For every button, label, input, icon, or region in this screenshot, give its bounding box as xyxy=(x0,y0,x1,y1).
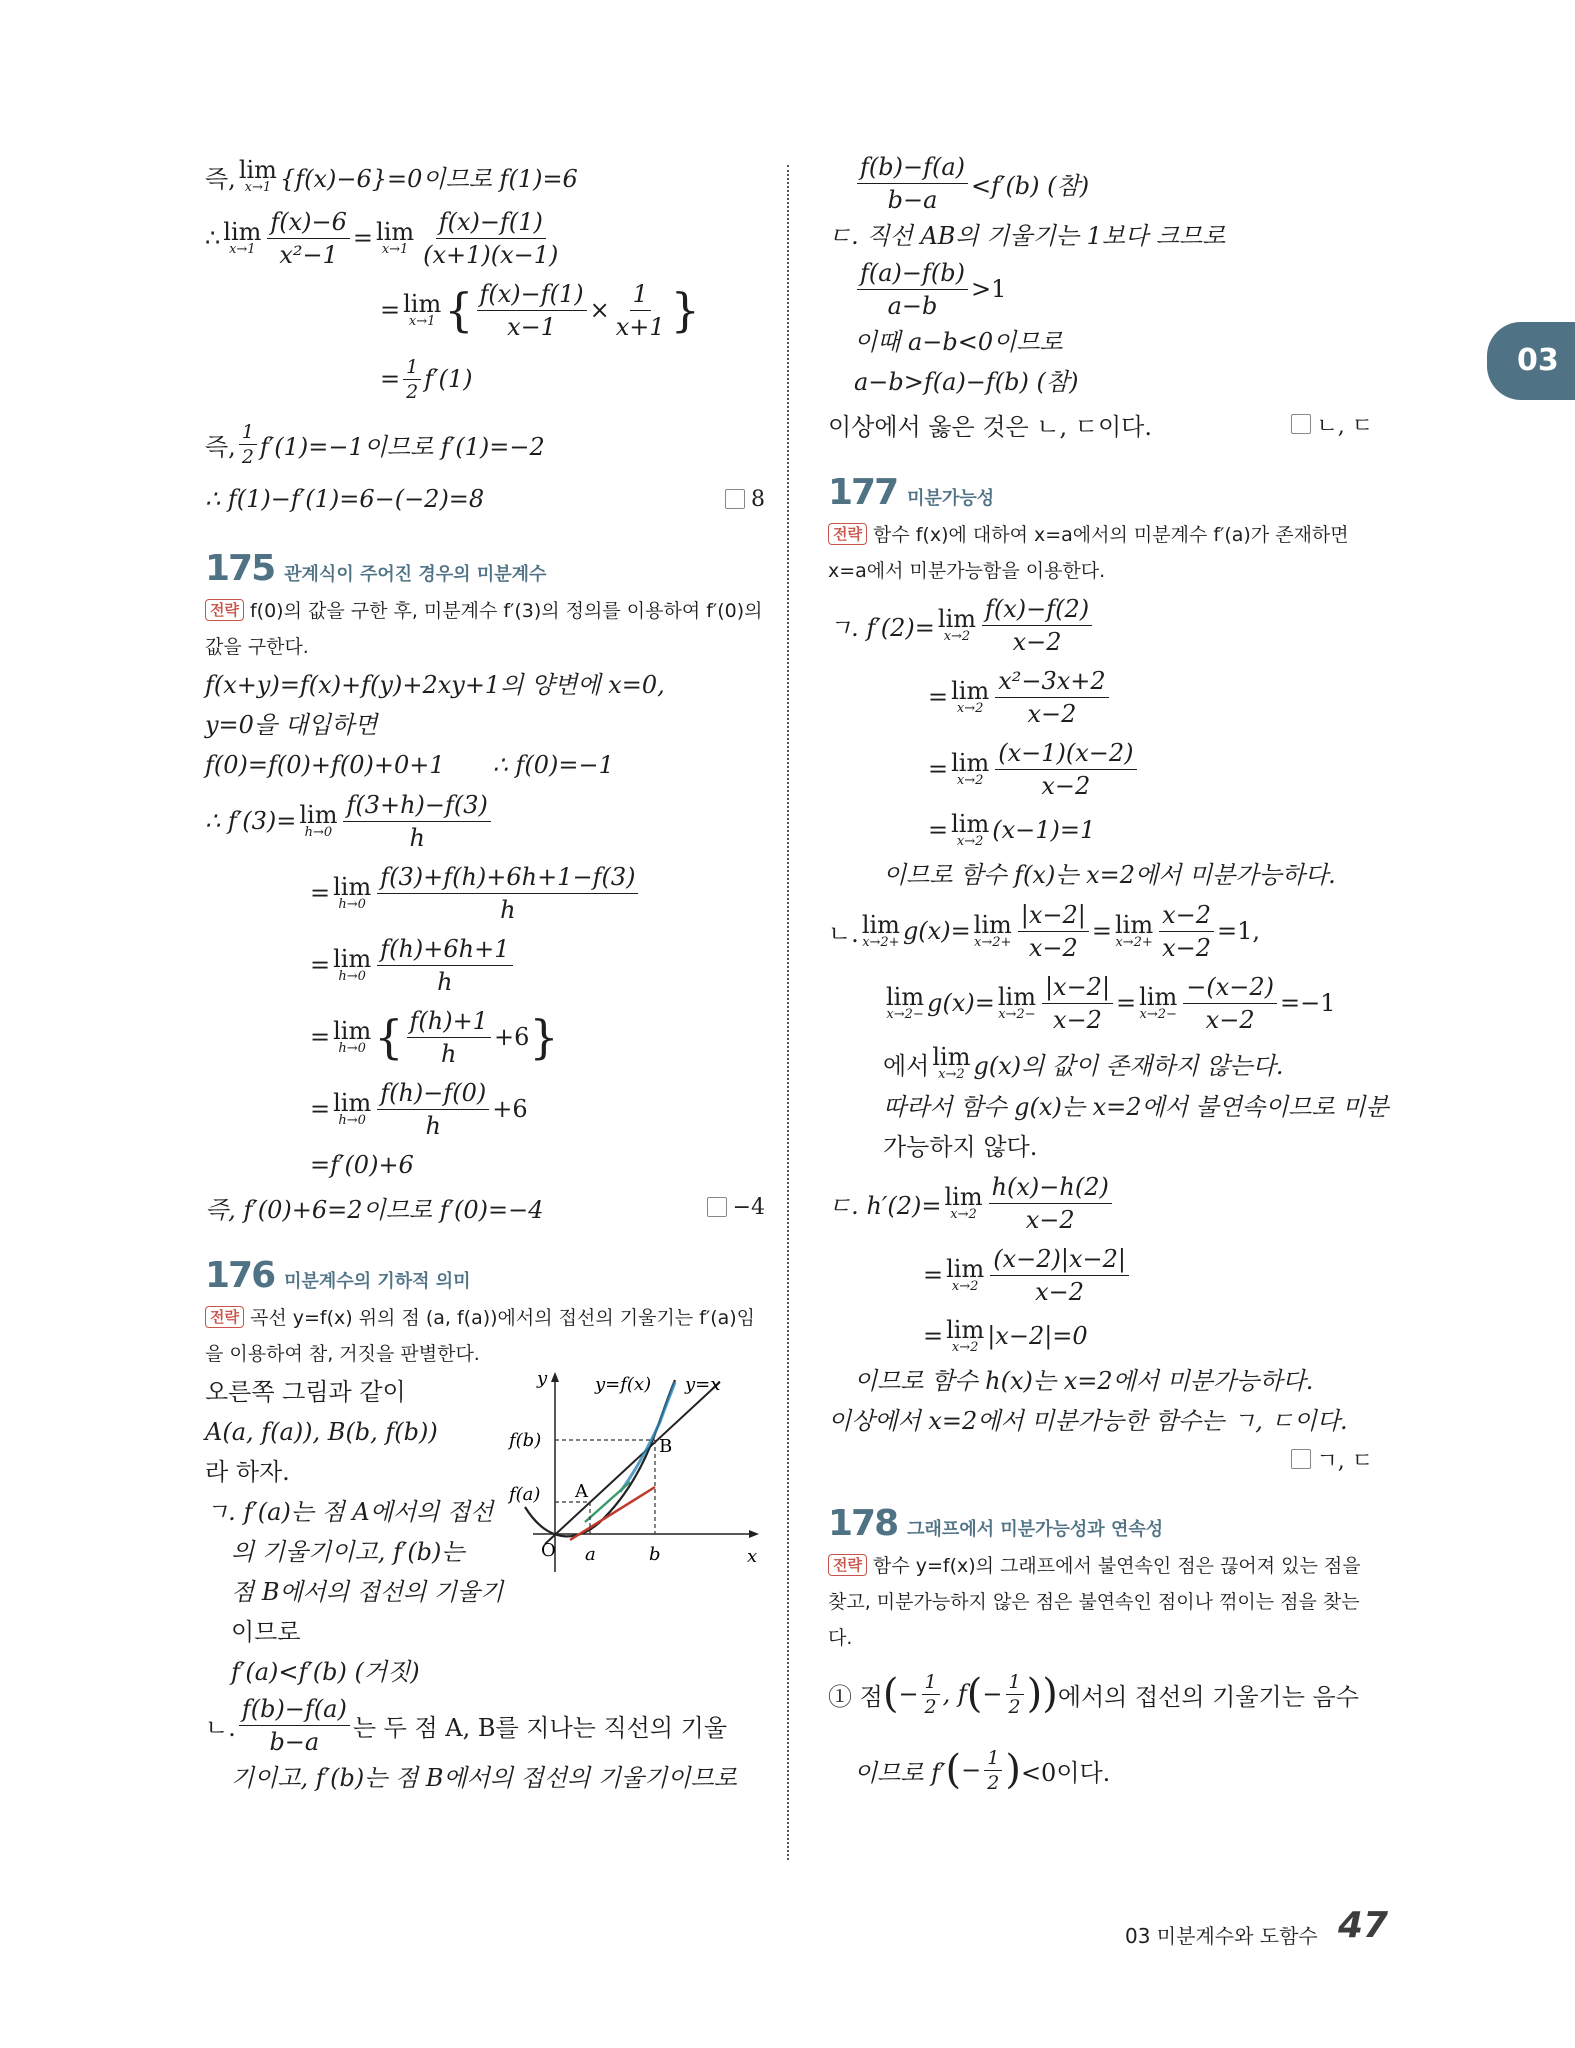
label-b: b xyxy=(649,1544,661,1565)
fraction xyxy=(995,738,1136,801)
den: h xyxy=(500,895,516,924)
y-axis-arrow xyxy=(551,1372,559,1382)
num: 1 xyxy=(239,421,257,445)
strategy-badge: 전략 xyxy=(205,1306,244,1328)
prev-line-6 xyxy=(205,476,765,522)
den: 2 xyxy=(241,445,254,468)
right-column xyxy=(828,150,1389,1808)
num: x²−3x+2 xyxy=(995,666,1108,698)
lim: lim h→0 xyxy=(333,1017,372,1056)
section-177-header xyxy=(828,472,1373,513)
tangent-graph xyxy=(509,1368,760,1577)
section-number: 177 xyxy=(828,472,898,513)
text-line: =f′(0)+6 xyxy=(310,1151,414,1179)
eq-177-b2: lim x→2− g(x)= lim x→2− $\frac{|x-2|}{x-2}$ = lim x→2− $\frac{-(x-2)}{x-2}$ =−1 xyxy=(886,972,1336,1034)
lim-sub: x→2− xyxy=(886,1007,924,1022)
den: h xyxy=(425,1111,441,1140)
text-line: y=0을 대입하면 xyxy=(205,711,378,739)
lim: lim x→2+ xyxy=(973,911,1012,950)
num: f(x)−6 xyxy=(267,207,350,239)
den: x−2 xyxy=(1035,1277,1085,1306)
lim-sub: h→0 xyxy=(338,897,366,912)
fraction xyxy=(984,1747,1002,1794)
strategy-text: 곡선 y=f(x) 위의 점 (a, f(a))에서의 접선의 기울기는 f′(a)임을 이용하여 참, 거짓을 판별한다. xyxy=(205,1307,756,1365)
lim-sub: x→2 xyxy=(956,773,984,788)
lim-sub: h→0 xyxy=(304,825,333,840)
section-title: 미분계수의 기하적 의미 xyxy=(284,1271,471,1292)
lim-sub: x→2 xyxy=(956,834,984,849)
text-line: 오른쪽 그림과 같이 xyxy=(205,1378,406,1406)
fraction xyxy=(239,1694,350,1757)
strategy-175 xyxy=(205,593,765,665)
num: f(b)−f(a) xyxy=(239,1694,350,1726)
curve-f xyxy=(525,1380,675,1536)
lim: lim x→2+ xyxy=(861,911,900,950)
text: ∴ f(0)=−1 xyxy=(492,751,614,779)
num: 1 xyxy=(922,1671,940,1695)
line-y-eq-x xyxy=(545,1382,720,1544)
lim-sub: x→1 xyxy=(244,180,272,195)
num: f(a)−f(b) xyxy=(857,258,968,290)
section-175-header xyxy=(205,548,765,589)
lim-sub: x→2+ xyxy=(1115,935,1153,950)
strategy-177 xyxy=(828,517,1373,589)
strategy-text: f(0)의 값을 구한 후, 미분계수 f′(3)의 정의를 이용하여 f′(0)의 값을 구한다. xyxy=(205,600,763,658)
den: x²−1 xyxy=(279,240,338,269)
lim-sub: x→2 xyxy=(956,701,984,716)
eq-175-5: = lim h→0 $\frac{f(h)-f(0)}{h}$ +6 xyxy=(310,1078,528,1140)
text: − xyxy=(898,1680,919,1708)
label-line: y=x xyxy=(685,1374,721,1395)
den: x+1 xyxy=(615,312,665,341)
section-title: 미분가능성 xyxy=(907,488,995,509)
text: >1 xyxy=(971,275,1007,303)
num: |x−2| xyxy=(1042,972,1113,1004)
text-line: 의 기울기이고, f′(b)는 xyxy=(231,1538,465,1566)
lim: lim x→1 xyxy=(238,156,277,195)
lim-sub: x→2 xyxy=(951,1340,979,1355)
num: f(h)+6h+1 xyxy=(377,934,512,966)
num: (x−1)(x−2) xyxy=(995,738,1136,770)
therefore: ∴ xyxy=(205,224,221,252)
lim: lim x→2− xyxy=(997,983,1036,1022)
text: 에서 xyxy=(883,1051,930,1080)
x-axis-arrow xyxy=(749,1530,759,1538)
text-line: 이때 a−b<0이므로 xyxy=(854,328,1063,356)
strategy-badge: 전략 xyxy=(828,523,867,545)
label-x: x xyxy=(747,1546,758,1567)
lim-sub: h→0 xyxy=(338,1113,366,1128)
num: h(x)−h(2) xyxy=(989,1172,1112,1204)
lim: lim x→2− xyxy=(1139,983,1178,1022)
answer xyxy=(707,1195,765,1220)
fraction xyxy=(1018,900,1089,963)
answer-value: ㄴ, ㄷ xyxy=(1316,413,1373,439)
text-line: ㄱ. f′(a)는 점 A에서의 접선 xyxy=(205,1498,494,1526)
answer xyxy=(1291,1444,1374,1475)
text-line: 기이고, f′(b)는 점 B에서의 접선의 기울기이므로 xyxy=(231,1764,737,1792)
fraction xyxy=(857,152,968,215)
num: 1 xyxy=(630,279,651,311)
answer-value: 8 xyxy=(751,486,765,512)
lim-sub: x→2 xyxy=(938,1067,965,1082)
fraction xyxy=(403,356,421,403)
prev-line-3: = lim x→1 { $\frac{f(x)-f(1)}{x-1}$ × $\frac{1}{x+1}$ } xyxy=(380,279,700,341)
den: b−a xyxy=(269,1727,320,1756)
left-column xyxy=(205,150,765,1798)
lim-sub: x→2 xyxy=(950,1207,977,1222)
lim-sub: x→1 xyxy=(229,242,256,257)
text: ㄴ. xyxy=(205,1713,236,1742)
lim-sub: x→1 xyxy=(381,242,409,257)
section-number: 178 xyxy=(828,1503,898,1544)
text-line: a−b>f(a)−f(b) (참) xyxy=(854,368,1079,396)
text: +6 xyxy=(493,1023,530,1051)
lim: lim h→0 xyxy=(333,1089,372,1128)
lim-sub: x→2− xyxy=(1139,1007,1177,1022)
eq-175-4: = lim h→0 { $\frac{f(h)+1}{h}$ +6 } xyxy=(310,1006,559,1068)
text: ㄱ. f′(2)= xyxy=(828,613,935,642)
strategy-text: 함수 y=f(x)의 그래프에서 불연속인 점은 끊어져 있는 점을 찾고, 미분가능하지 않은 점은 불연속인 점이나 꺾이는 점을 찾는다. xyxy=(828,1555,1361,1649)
text: <0이다. xyxy=(1020,1758,1111,1787)
lim: lim x→1 xyxy=(223,218,262,257)
lim: lim x→2 xyxy=(951,677,990,716)
eq-178-1: ① 점 ( − $\frac{1}{2}$ , f ( − $\frac{1}{2}$ )) 에서의 접선의 기울기는 음수 xyxy=(828,1670,1359,1718)
answer xyxy=(725,487,765,512)
text-line: 점 B에서의 접선의 기울기 xyxy=(231,1578,504,1606)
lim: lim x→2 xyxy=(951,749,990,788)
strategy-176 xyxy=(205,1300,765,1372)
lim-sub: x→1 xyxy=(408,314,436,329)
text: 즉, xyxy=(205,164,236,193)
text: (x−1)=1 xyxy=(992,816,1096,844)
chapter-tab-label: 03 xyxy=(1517,343,1559,378)
label-O: O xyxy=(541,1540,556,1561)
section-176-body xyxy=(205,1368,765,1798)
den: x−2 xyxy=(1162,933,1212,962)
lim: lim x→2 xyxy=(937,605,976,644)
text: 즉, xyxy=(205,432,236,461)
answer-177 xyxy=(828,1441,1373,1477)
fraction xyxy=(990,1244,1129,1307)
text: g(x)= xyxy=(927,989,995,1017)
num: f(x)−f(1) xyxy=(436,207,546,239)
num: f(3)+f(h)+6h+1−f(3) xyxy=(377,862,638,894)
den: a−b xyxy=(887,291,938,320)
eq-177-c2: = lim x→2 $\frac{(x-2)|x-2|}{x-2}$ xyxy=(828,1239,1373,1311)
text: ∴ f′(3)= xyxy=(205,807,297,835)
label-y: y xyxy=(537,1368,548,1389)
den: 2 xyxy=(987,1771,1000,1794)
den: x−2 xyxy=(1041,771,1091,800)
num: f(3+h)−f(3) xyxy=(343,790,490,822)
fraction xyxy=(857,258,968,321)
num: f(h)−f(0) xyxy=(377,1078,489,1110)
conclusion-176 xyxy=(828,402,1373,446)
lim: lim h→0 xyxy=(333,873,372,912)
fraction xyxy=(613,279,668,342)
answer-value: ㄱ, ㄷ xyxy=(1316,1448,1373,1474)
eq-178-2: 이므로 f′ ( − $\frac{1}{2}$ ) <0이다. xyxy=(854,1746,1111,1794)
prev-line-5 xyxy=(205,412,765,476)
lim: lim x→1 xyxy=(403,290,442,329)
fraction xyxy=(239,421,257,468)
strategy-badge: 전략 xyxy=(205,599,244,621)
num: |x−2| xyxy=(1018,900,1089,932)
eq-175-3: = lim h→0 $\frac{f(h)+6h+1}{h}$ xyxy=(205,929,765,1001)
text: 이상에서 옳은 것은 ㄴ, ㄷ이다. xyxy=(828,412,1152,441)
fraction xyxy=(989,1172,1112,1235)
lim: lim x→2 xyxy=(951,810,990,849)
text: |x−2|=0 xyxy=(987,1322,1088,1350)
den: x−2 xyxy=(1012,627,1062,656)
answer-icon xyxy=(1291,414,1311,434)
den: x−2 xyxy=(1205,1005,1255,1034)
label-curve: y=f(x) xyxy=(595,1374,652,1395)
text: − xyxy=(982,1680,1003,1708)
text: , f xyxy=(942,1680,967,1708)
eq-177-a1 xyxy=(828,589,1373,661)
num: f(x)−f(1) xyxy=(477,279,587,311)
text: f(0)=f(0)+f(0)+0+1 xyxy=(205,751,445,779)
fraction xyxy=(420,207,561,270)
lim: lim h→0 xyxy=(333,945,372,984)
fraction xyxy=(477,279,587,342)
text: 이므로 f′ xyxy=(854,1758,946,1787)
fraction xyxy=(267,207,350,270)
text-line: 이므로 함수 f(x)는 x=2에서 미분가능하다. xyxy=(883,861,1336,889)
eq-176-d2 xyxy=(828,256,1373,322)
fraction xyxy=(1042,972,1113,1035)
prev-line-4: = $\frac{1}{2}$ f′(1) xyxy=(380,355,473,403)
section-176-header xyxy=(205,1255,765,1296)
fraction xyxy=(1183,972,1277,1035)
lim: lim x→2− xyxy=(886,983,925,1022)
eq-175-2: = lim h→0 $\frac{f(3)+f(h)+6h+1-f(3)}{h}$ xyxy=(205,857,765,929)
answer xyxy=(1291,409,1374,440)
num: x−2 xyxy=(1159,900,1214,932)
lim-sub: h→0 xyxy=(338,1041,366,1056)
den: h xyxy=(440,1039,457,1068)
lim: lim x→2 xyxy=(946,1255,985,1294)
fraction xyxy=(1006,1671,1024,1718)
fraction xyxy=(995,666,1108,729)
eq-176-n3 xyxy=(828,150,1373,216)
den: x−2 xyxy=(1028,933,1078,962)
text: 즉, f′(0)+6=2이므로 f′(0)=−4 xyxy=(205,1195,544,1224)
section-title: 관계식이 주어진 경우의 미분계수 xyxy=(284,564,547,585)
text-line: 이므로 함수 h(x)는 x=2에서 미분가능하다. xyxy=(854,1367,1314,1395)
answer-value: −4 xyxy=(732,1194,765,1220)
fraction xyxy=(343,790,490,853)
eq-177-a2: = lim x→2 $\frac{\text{x²−3x+2}}{x-2}$ xyxy=(828,661,1373,733)
fraction xyxy=(922,1671,940,1718)
final-175 xyxy=(205,1185,765,1229)
text-line: f(x+y)=f(x)+f(y)+2xy+1의 양변에 x=0, xyxy=(205,671,665,699)
den: h xyxy=(437,967,453,996)
eq-177-a4: = lim x→2 (x−1)=1 xyxy=(928,810,1096,849)
text-line: 이므로 xyxy=(231,1618,301,1646)
page-number: 47 xyxy=(1338,1905,1389,1946)
eq-177-c1 xyxy=(828,1167,1373,1239)
lim: lim x→2 xyxy=(946,1316,985,1355)
den: x−2 xyxy=(1053,1005,1102,1034)
label-fb: f(b) xyxy=(509,1430,542,1451)
lim: lim x→2 xyxy=(932,1043,971,1082)
section-number: 176 xyxy=(205,1255,275,1296)
num: f(b)−f(a) xyxy=(857,152,968,184)
lim-sub: x→2+ xyxy=(974,935,1012,950)
prev-line-1 xyxy=(205,150,765,202)
text: f′(1) xyxy=(424,365,473,393)
lim: lim h→0 xyxy=(299,801,338,840)
section-178-header xyxy=(828,1503,1373,1544)
eq-177-b1: ㄴ. lim x→2+ g(x)= lim x→2+ $\frac{|x-2|}{x-2}$ = lim x→2+ $\frac{x-2}{x-2}$ =1, xyxy=(828,900,1261,962)
text-line xyxy=(205,745,765,785)
fraction xyxy=(1159,900,1214,963)
num: (x−2)|x−2| xyxy=(990,1244,1129,1276)
text: f′(1)=−1이므로 f′(1)=−2 xyxy=(259,432,545,461)
text: 는 두 점 A, B를 지나는 직선의 기울 xyxy=(352,1713,728,1742)
footer-chapter-title: 03 미분계수와 도함수 xyxy=(1125,1924,1318,1948)
column-divider xyxy=(787,165,789,1860)
num: 1 xyxy=(984,1747,1002,1771)
den: 2 xyxy=(406,380,419,403)
eq-177-c3: = lim x→2 |x−2|=0 xyxy=(923,1316,1088,1355)
eq-177-a3: = lim x→2 $\frac{(x-1)(x-2)}{x-2}$ xyxy=(828,733,1373,805)
text: ① 점 xyxy=(828,1682,883,1711)
text-line: 가능하지 않다. xyxy=(883,1133,1038,1161)
lim-sub: x→2+ xyxy=(862,935,900,950)
strategy-text: 함수 f(x)에 대하여 x=a에서의 미분계수 f′(a)가 존재하면 x=a에서 미분가능함을 이용한다. xyxy=(828,524,1349,582)
den: (x+1)(x−1) xyxy=(423,240,559,269)
text-line: 이상에서 x=2에서 미분가능한 함수는 ㄱ, ㄷ이다. xyxy=(828,1407,1348,1435)
text: g(x)의 값이 존재하지 않는다. xyxy=(973,1051,1284,1080)
text: =1, xyxy=(1217,917,1261,945)
lim-sub: x→2− xyxy=(998,1007,1036,1022)
text: ∴ f(1)−f′(1)=6−(−2)=8 xyxy=(205,485,485,513)
label-B: B xyxy=(659,1436,673,1457)
lim: lim x→1 xyxy=(376,218,415,257)
fraction xyxy=(377,862,638,925)
num: 1 xyxy=(1006,1671,1024,1695)
den: x−2 xyxy=(1025,1205,1075,1234)
text-line: ㄷ. 직선 AB의 기울기는 1보다 크므로 xyxy=(828,222,1226,250)
eq-177-b3 xyxy=(828,1039,1373,1087)
num: −(x−2) xyxy=(1183,972,1277,1004)
text: ㄴ. xyxy=(828,919,859,948)
text-line: 따라서 함수 g(x)는 x=2에서 불연속이므로 미분 xyxy=(883,1093,1389,1121)
answer-icon xyxy=(725,489,745,509)
text: g(x)= xyxy=(902,917,971,945)
den: x−1 xyxy=(507,312,557,341)
text-line: A(a, f(a)), B(b, f(b)) xyxy=(205,1418,438,1446)
text: ㄷ. h′(2)= xyxy=(828,1191,942,1220)
text: =−1 xyxy=(1280,989,1336,1017)
lim: lim x→2+ xyxy=(1114,911,1154,950)
answer-icon xyxy=(707,1197,727,1217)
fraction xyxy=(377,1078,489,1141)
fraction xyxy=(982,594,1092,657)
strategy-178 xyxy=(828,1548,1373,1656)
eq-175-1 xyxy=(205,785,765,857)
chapter-tab xyxy=(1487,322,1575,400)
lim-sub: x→2 xyxy=(943,629,971,644)
fraction xyxy=(377,934,512,997)
den: b−a xyxy=(887,185,938,214)
lim-sub: x→2 xyxy=(951,1279,979,1294)
prev-line-2: ∴ lim x→1 $\frac{f(x)-6}{\text{x²−1}}$ = lim x→1 $\frac{f(x)-f(1)}{(x+1)(x-1)}$ xyxy=(205,202,765,274)
section-title: 그래프에서 미분가능성과 연속성 xyxy=(907,1519,1164,1540)
text: 에서의 접선의 기울기는 음수 xyxy=(1057,1682,1359,1711)
label-fa: f(a) xyxy=(509,1484,541,1505)
eq-176-n xyxy=(205,1692,765,1758)
den: x−2 xyxy=(1027,699,1077,728)
text: <f′(b) (참) xyxy=(971,171,1090,200)
lim-sub: h→0 xyxy=(338,969,366,984)
text-line: f′(a)<f′(b) (거짓) xyxy=(231,1658,420,1686)
lim: lim x→2 xyxy=(944,1183,983,1222)
text: {f(x)−6}=0이므로 f(1)=6 xyxy=(279,164,578,193)
den: 2 xyxy=(924,1695,937,1718)
strategy-badge: 전략 xyxy=(828,1554,867,1576)
den: 2 xyxy=(1008,1695,1021,1718)
num: f(x)−f(2) xyxy=(982,594,1092,626)
label-A: A xyxy=(575,1481,588,1502)
section-number: 175 xyxy=(205,548,275,589)
text-line: 라 하자. xyxy=(205,1458,290,1486)
label-a: a xyxy=(585,1544,596,1565)
text: +6 xyxy=(492,1095,528,1123)
num: 1 xyxy=(403,356,421,380)
text: − xyxy=(961,1756,982,1784)
answer-icon xyxy=(1291,1449,1311,1469)
num: f(h)+1 xyxy=(407,1006,491,1038)
den: h xyxy=(409,823,425,852)
fraction xyxy=(407,1006,491,1069)
